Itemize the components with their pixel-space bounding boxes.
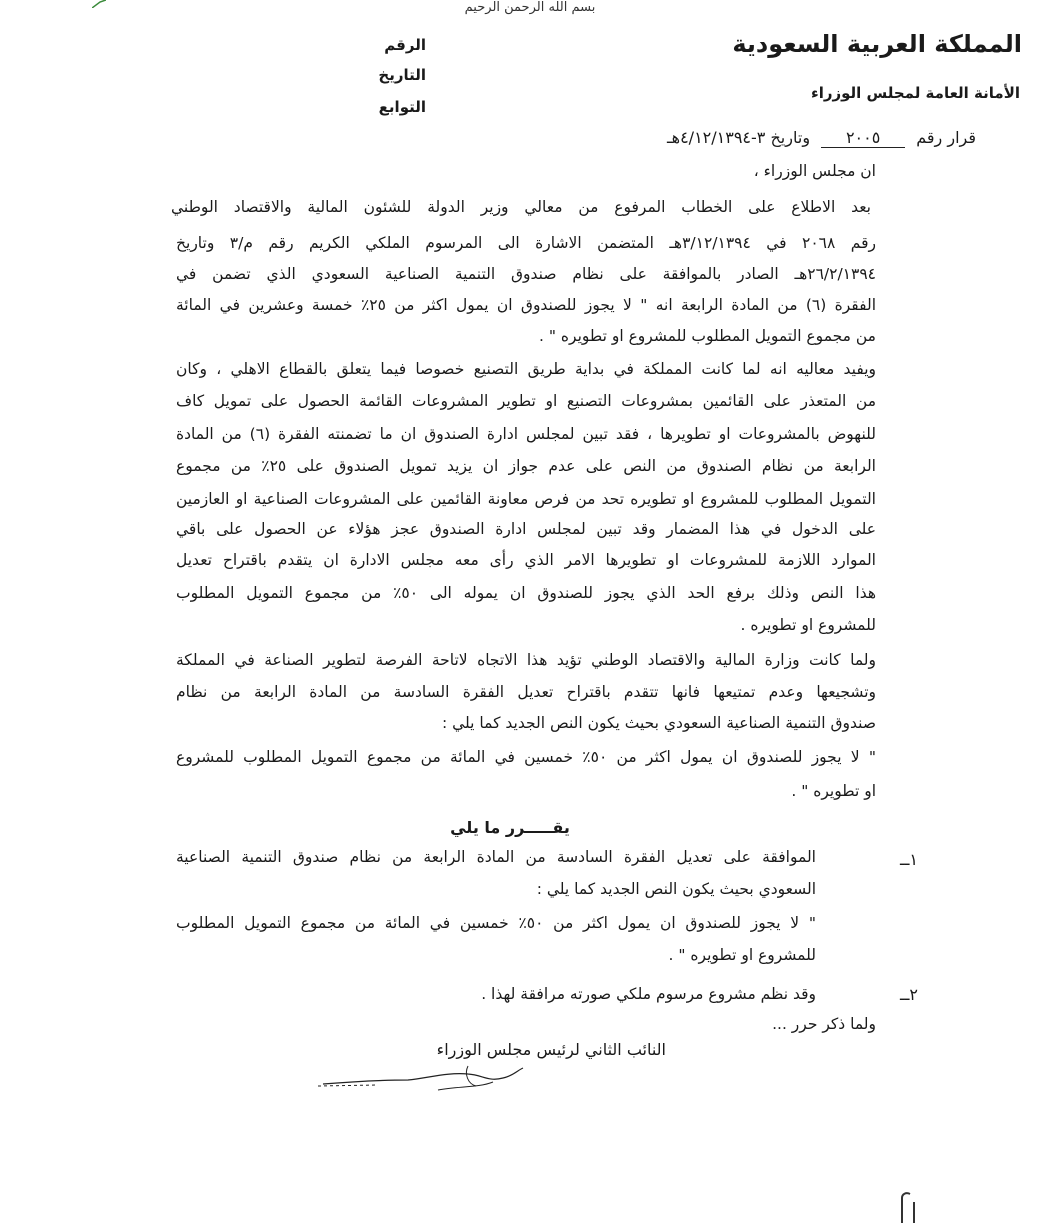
resolution-number: ٢ــ (900, 985, 918, 1004)
date-label: التاريخ (378, 66, 426, 84)
decision-line (416, 128, 976, 148)
body-line: " لا يجوز للصندوق ان يمول اكثر من ٥٠٪ خمسين في المائة من مجموع التمويل المطلوب للمشروع (176, 748, 876, 766)
body-line: الفقرة (٦) من المادة الرابعة انه " لا يجوز للصندوق ان يمول اكثر من ٢٥٪ خمسة وعشرين في المائة (176, 296, 876, 314)
decision-number: ٢٠٠٥ (821, 128, 905, 148)
body-line: على الدخول في هذا المضمار وقد تبين لمجلس ادارة الصندوق عجز هؤلاء عن الحصول على باقي (176, 520, 876, 538)
body-line: للمشروع او تطويره . (740, 616, 876, 634)
decision-date: وتاريخ ٣-٤/١٢/١٣٩٤هـ (666, 128, 811, 147)
body-line: وتشجيعها وعدم تمتيعها فانها تتقدم باقتراح تعديل الفقرة السادسة من المادة الرابعة من نظام (176, 683, 876, 701)
body-line: بعد الاطلاع على الخطاب المرفوع من معالي وزير الدولة للشئون المالية والاقتصاد الوطني (171, 198, 871, 216)
body-line: رقم ٢٠٦٨ في ٣/١٢/١٣٩٤هـ المتضمن الاشارة الى المرسوم الملكي الكريم رقم م/٣ وتاريخ (176, 234, 876, 252)
kingdom-name: المملكة العربية السعودية (732, 30, 1022, 58)
signatory-title: النائب الثاني لرئيس مجلس الوزراء (436, 1040, 666, 1059)
body-line: ان مجلس الوزراء ، (753, 162, 876, 180)
resolution-line: للمشروع او تطويره " . (668, 946, 816, 964)
resolves-heading: يقـــــرر ما يلي (450, 818, 570, 837)
green-corner-mark (92, 0, 106, 8)
attachments-label: التوابع (378, 98, 426, 116)
resolution-line: وقد نظم مشروع مرسوم ملكي صورته مرافقة لهذا . (481, 985, 816, 1003)
body-line: الموارد اللازمة للمشروعات او تطويرها الامر الذي رأى معه مجلس الادارة ان يتقدم باقتراح تعديل (176, 551, 876, 569)
handwritten-signature (318, 1060, 528, 1100)
resolution-line: الموافقة على تعديل الفقرة السادسة من المادة الرابعة من نظام صندوق التنمية الصناعية (176, 848, 816, 866)
page-corner-mark (900, 1192, 918, 1223)
resolution-line: " لا يجوز للصندوق ان يمول اكثر من ٥٠٪ خمسين في المائة من مجموع التمويل المطلوب (176, 914, 816, 932)
closing-line: ولما ذكر حرر ... (772, 1015, 876, 1033)
body-line: ويفيد معاليه انه لما كانت المملكة في بداية طريق التصنيع خصوصا فيما يتعلق بالقطاع الاهلي ، وكان (176, 360, 876, 378)
body-line: صندوق التنمية الصناعية السعودي بحيث يكون النص الجديد كما يلي : (441, 714, 876, 732)
body-line: ٢٦/٢/١٣٩٤هـ الصادر بالموافقة على نظام صندوق التنمية الصناعية السعودي الذي تضمن في (176, 265, 876, 283)
decision-label: قرار رقم (916, 128, 976, 147)
body-line: من المتعذر على القائمين بمشروعات التصنيع او تطوير المشروعات القائمة الحصول على تمويل كاف (176, 392, 876, 410)
body-line: التمويل المطلوب للمشروع او تطويره تحد من فرص معاونة القائمين على المشروعات الصناعية او العازمين (176, 490, 876, 508)
number-label: الرقم (384, 36, 426, 54)
resolution-line: السعودي بحيث يكون النص الجديد كما يلي : (536, 880, 816, 898)
body-line: الرابعة من نظام الصندوق من النص على عدم جواز ان يزيد تمويل الصندوق على ٢٥٪ من مجموع (176, 457, 876, 475)
body-line: للنهوض بالمشروعات او تطويرها ، فقد تبين لمجلس ادارة الصندوق ان ما تضمنته الفقرة (٦) من المادة (176, 425, 876, 443)
secretariat-name: الأمانة العامة لمجلس الوزراء (811, 84, 1020, 102)
body-line: ولما كانت وزارة المالية والاقتصاد الوطني تؤيد هذا الاتجاه لاتاحة الفرصة لتطوير الصناعة في المملكة (176, 651, 876, 669)
basmala: بسم الله الرحمن الرحيم (464, 0, 596, 15)
resolution-number: ١ــ (900, 850, 918, 869)
body-line: هذا النص وذلك برفع الحد الذي يجوز للصندوق ان يموله الى ٥٠٪ من مجموع التمويل المطلوب (176, 584, 877, 602)
body-line: او تطويره " . (791, 782, 876, 800)
body-line: من مجموع التمويل المطلوب للمشروع او تطويره " . (538, 327, 876, 345)
